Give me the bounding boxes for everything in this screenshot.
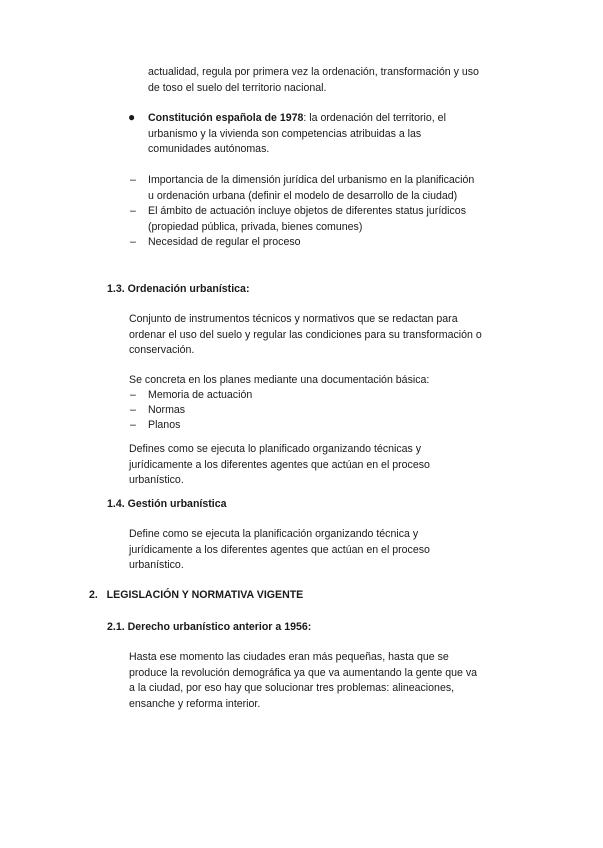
constitucion-line: urbanismo y la vivienda son competencias atribuidas a las — [148, 127, 422, 140]
list-item-text: Necesidad de regular el proceso — [148, 236, 301, 248]
s13-paragraph-2: Se concreta en los planes mediante una documentación básica: — [129, 374, 430, 386]
dash-marker: – — [130, 236, 136, 248]
section-heading-2: 2. LEGISLACIÓN Y NORMATIVA VIGENTE — [89, 589, 304, 601]
list-item-text: Memoria de actuación — [148, 389, 253, 401]
paragraph-line: produce la revolución demográfica ya que va aumentando la gente que va — [129, 666, 478, 679]
s13-paragraph-1 — [129, 312, 482, 359]
dash-marker: – — [130, 205, 136, 217]
list-item-text: Normas — [148, 404, 186, 416]
s21-paragraph — [129, 650, 477, 712]
paragraph-line: Conjunto de instrumentos técnicos y normativos que se redactan para — [129, 313, 458, 325]
s13-paragraph-3 — [129, 442, 430, 489]
paragraph-line: urbanístico. — [129, 559, 184, 571]
paragraph-line: Defines como se ejecuta lo planificado organizando técnicas y — [129, 443, 422, 455]
list-item-text: Importancia de la dimensión jurídica del urbanismo en la planificación — [148, 174, 475, 186]
dash-marker: – — [130, 389, 136, 401]
paragraph-line: jurídicamente a los diferentes agentes que actúan en el proceso — [129, 543, 430, 556]
list-item-text: (propiedad pública, privada, bienes comunes) — [148, 220, 363, 233]
constitucion-bold: Constitución española de 1978 — [148, 112, 304, 124]
section-heading-1-4: 1.4. Gestión urbanística — [107, 498, 227, 510]
intro-line: de toso el suelo del territorio nacional. — [148, 81, 327, 94]
section-heading-2-1: 2.1. Derecho urbanístico anterior a 1956: — [107, 621, 312, 633]
constitucion-line: comunidades autónomas. — [148, 143, 270, 155]
paragraph-line: Hasta ese momento las ciudades eran más pequeñas, hasta que se — [129, 651, 449, 663]
paragraph-line: conservación. — [129, 344, 195, 356]
paragraph-line: a la ciudad, por eso hay que solucionar tres problemas: alineaciones, — [129, 682, 455, 694]
intro-line: actualidad, regula por primera vez la ordenación, transformación y uso — [148, 66, 479, 78]
paragraph-line: ensanche y reforma interior. — [129, 697, 261, 710]
paragraph-line: ordenar el uso del suelo y regular las condiciones para su transformación o — [129, 328, 482, 341]
dash-marker: – — [130, 419, 136, 431]
list-item-text: u ordenación urbana (definir el modelo de desarrollo de la ciudad) — [148, 189, 458, 202]
list-item-text: El ámbito de actuación incluye objetos de diferentes status jurídicos — [148, 205, 466, 217]
constitucion-paragraph — [148, 111, 446, 158]
bullet-icon: ● — [128, 110, 136, 124]
section-heading-1-3: 1.3. Ordenación urbanística: — [107, 283, 250, 295]
s14-paragraph — [129, 527, 430, 574]
dash-marker: – — [130, 404, 136, 416]
constitucion-rest: : la ordenación del territorio, el — [303, 112, 446, 124]
paragraph-line: jurídicamente a los diferentes agentes que actúan en el proceso — [129, 458, 430, 471]
list-item-text: Planos — [148, 419, 181, 431]
paragraph-line: Define como se ejecuta la planificación organizando técnica y — [129, 528, 419, 540]
intro-paragraph — [148, 65, 479, 96]
dash-marker: – — [130, 174, 136, 186]
paragraph-line: urbanístico. — [129, 474, 184, 486]
